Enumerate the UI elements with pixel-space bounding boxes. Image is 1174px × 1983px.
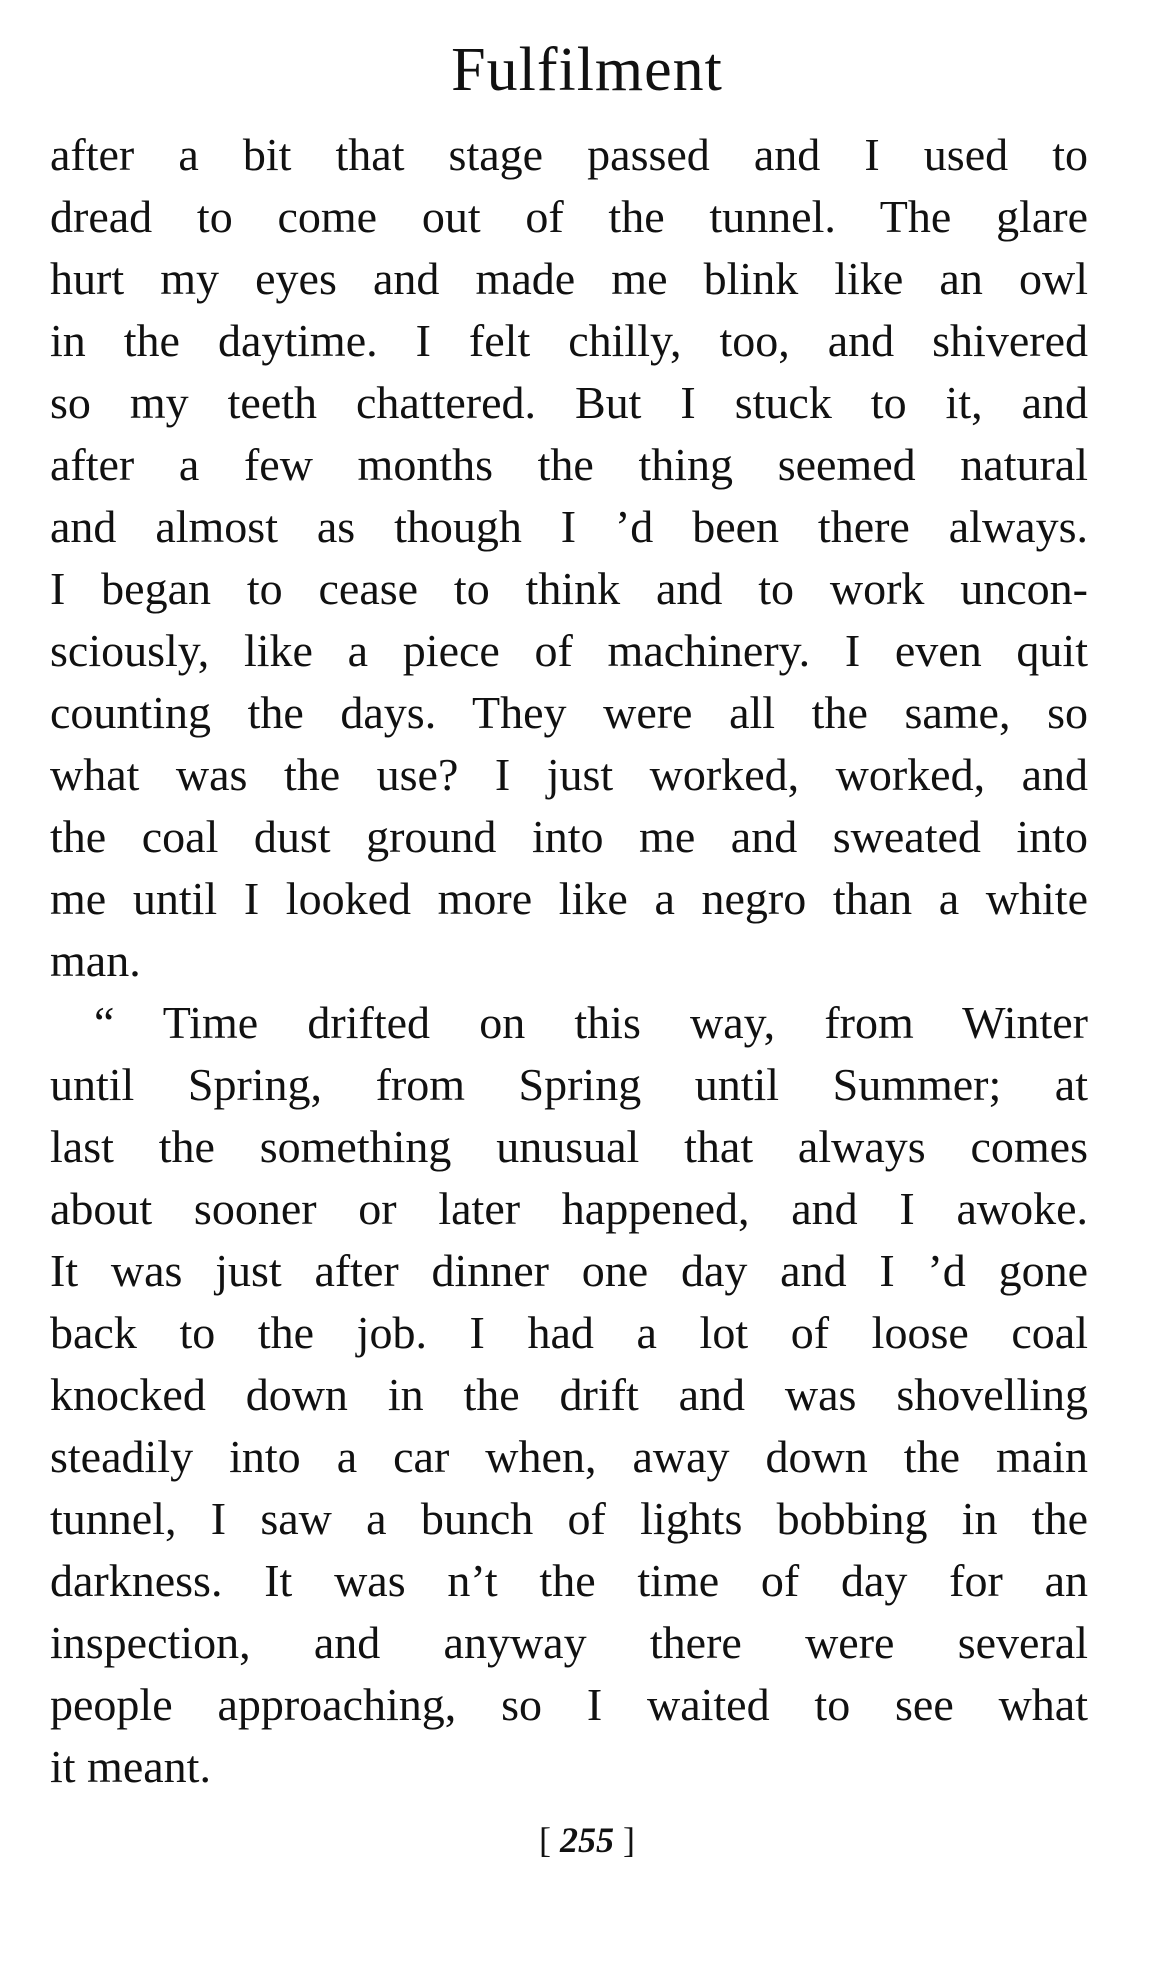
text-line: hurt my eyes and made me blink like an owl [50, 253, 1088, 304]
text-line: back to the job. I had a lot of loose coal [50, 1307, 1088, 1358]
running-head: Fulfilment [451, 36, 723, 104]
text-line: tunnel, I saw a bunch of lights bobbing in the [50, 1493, 1088, 1544]
paragraph-2 [50, 992, 1088, 1798]
text-line: what was the use? I just worked, worked, and [50, 749, 1088, 800]
text-line: after a bit that stage passed and I used to [50, 129, 1088, 180]
text-line: the coal dust ground into me and sweated into [50, 811, 1088, 862]
text-line: “ Time drifted on this way, from Winter [94, 997, 1088, 1048]
text-line: about sooner or later happened, and I awoke. [50, 1183, 1088, 1234]
text-line: steadily into a car when, away down the main [50, 1431, 1088, 1482]
text-line: darkness. It was n’t the time of day for an [50, 1555, 1088, 1606]
text-line: It was just after dinner one day and I ’d gone [50, 1245, 1088, 1296]
text-line: dread to come out of the tunnel. The glare [50, 191, 1088, 242]
text-line: people approaching, so I waited to see what [50, 1679, 1088, 1730]
folio-bracket-open: [ [539, 1820, 551, 1860]
text-line: man. [50, 935, 141, 986]
text-line: and almost as though I ’d been there always. [50, 501, 1088, 552]
text-line: after a few months the thing seemed natural [50, 439, 1088, 490]
text-line: so my teeth chattered. But I stuck to it, and [50, 377, 1088, 428]
text-line: sciously, like a piece of machinery. I even quit [50, 625, 1088, 676]
text-line: last the something unusual that always comes [50, 1121, 1088, 1172]
text-line: inspection, and anyway there were several [50, 1617, 1088, 1668]
text-line: me until I looked more like a negro than a white [50, 873, 1088, 924]
folio-number: 255 [560, 1820, 614, 1860]
folio-bracket-close: ] [623, 1820, 635, 1860]
text-line: I began to cease to think and to work uncon- [50, 563, 1088, 614]
page-number [0, 1818, 1174, 1862]
text-line: until Spring, from Spring until Summer; at [50, 1059, 1088, 1110]
text-line: counting the days. They were all the same, so [50, 687, 1088, 738]
body-text [50, 124, 1088, 1798]
text-line: it meant. [50, 1741, 211, 1792]
text-line: knocked down in the drift and was shovelling [50, 1369, 1088, 1420]
text-line: in the daytime. I felt chilly, too, and shivered [50, 315, 1088, 366]
paragraph-1 [50, 124, 1088, 992]
